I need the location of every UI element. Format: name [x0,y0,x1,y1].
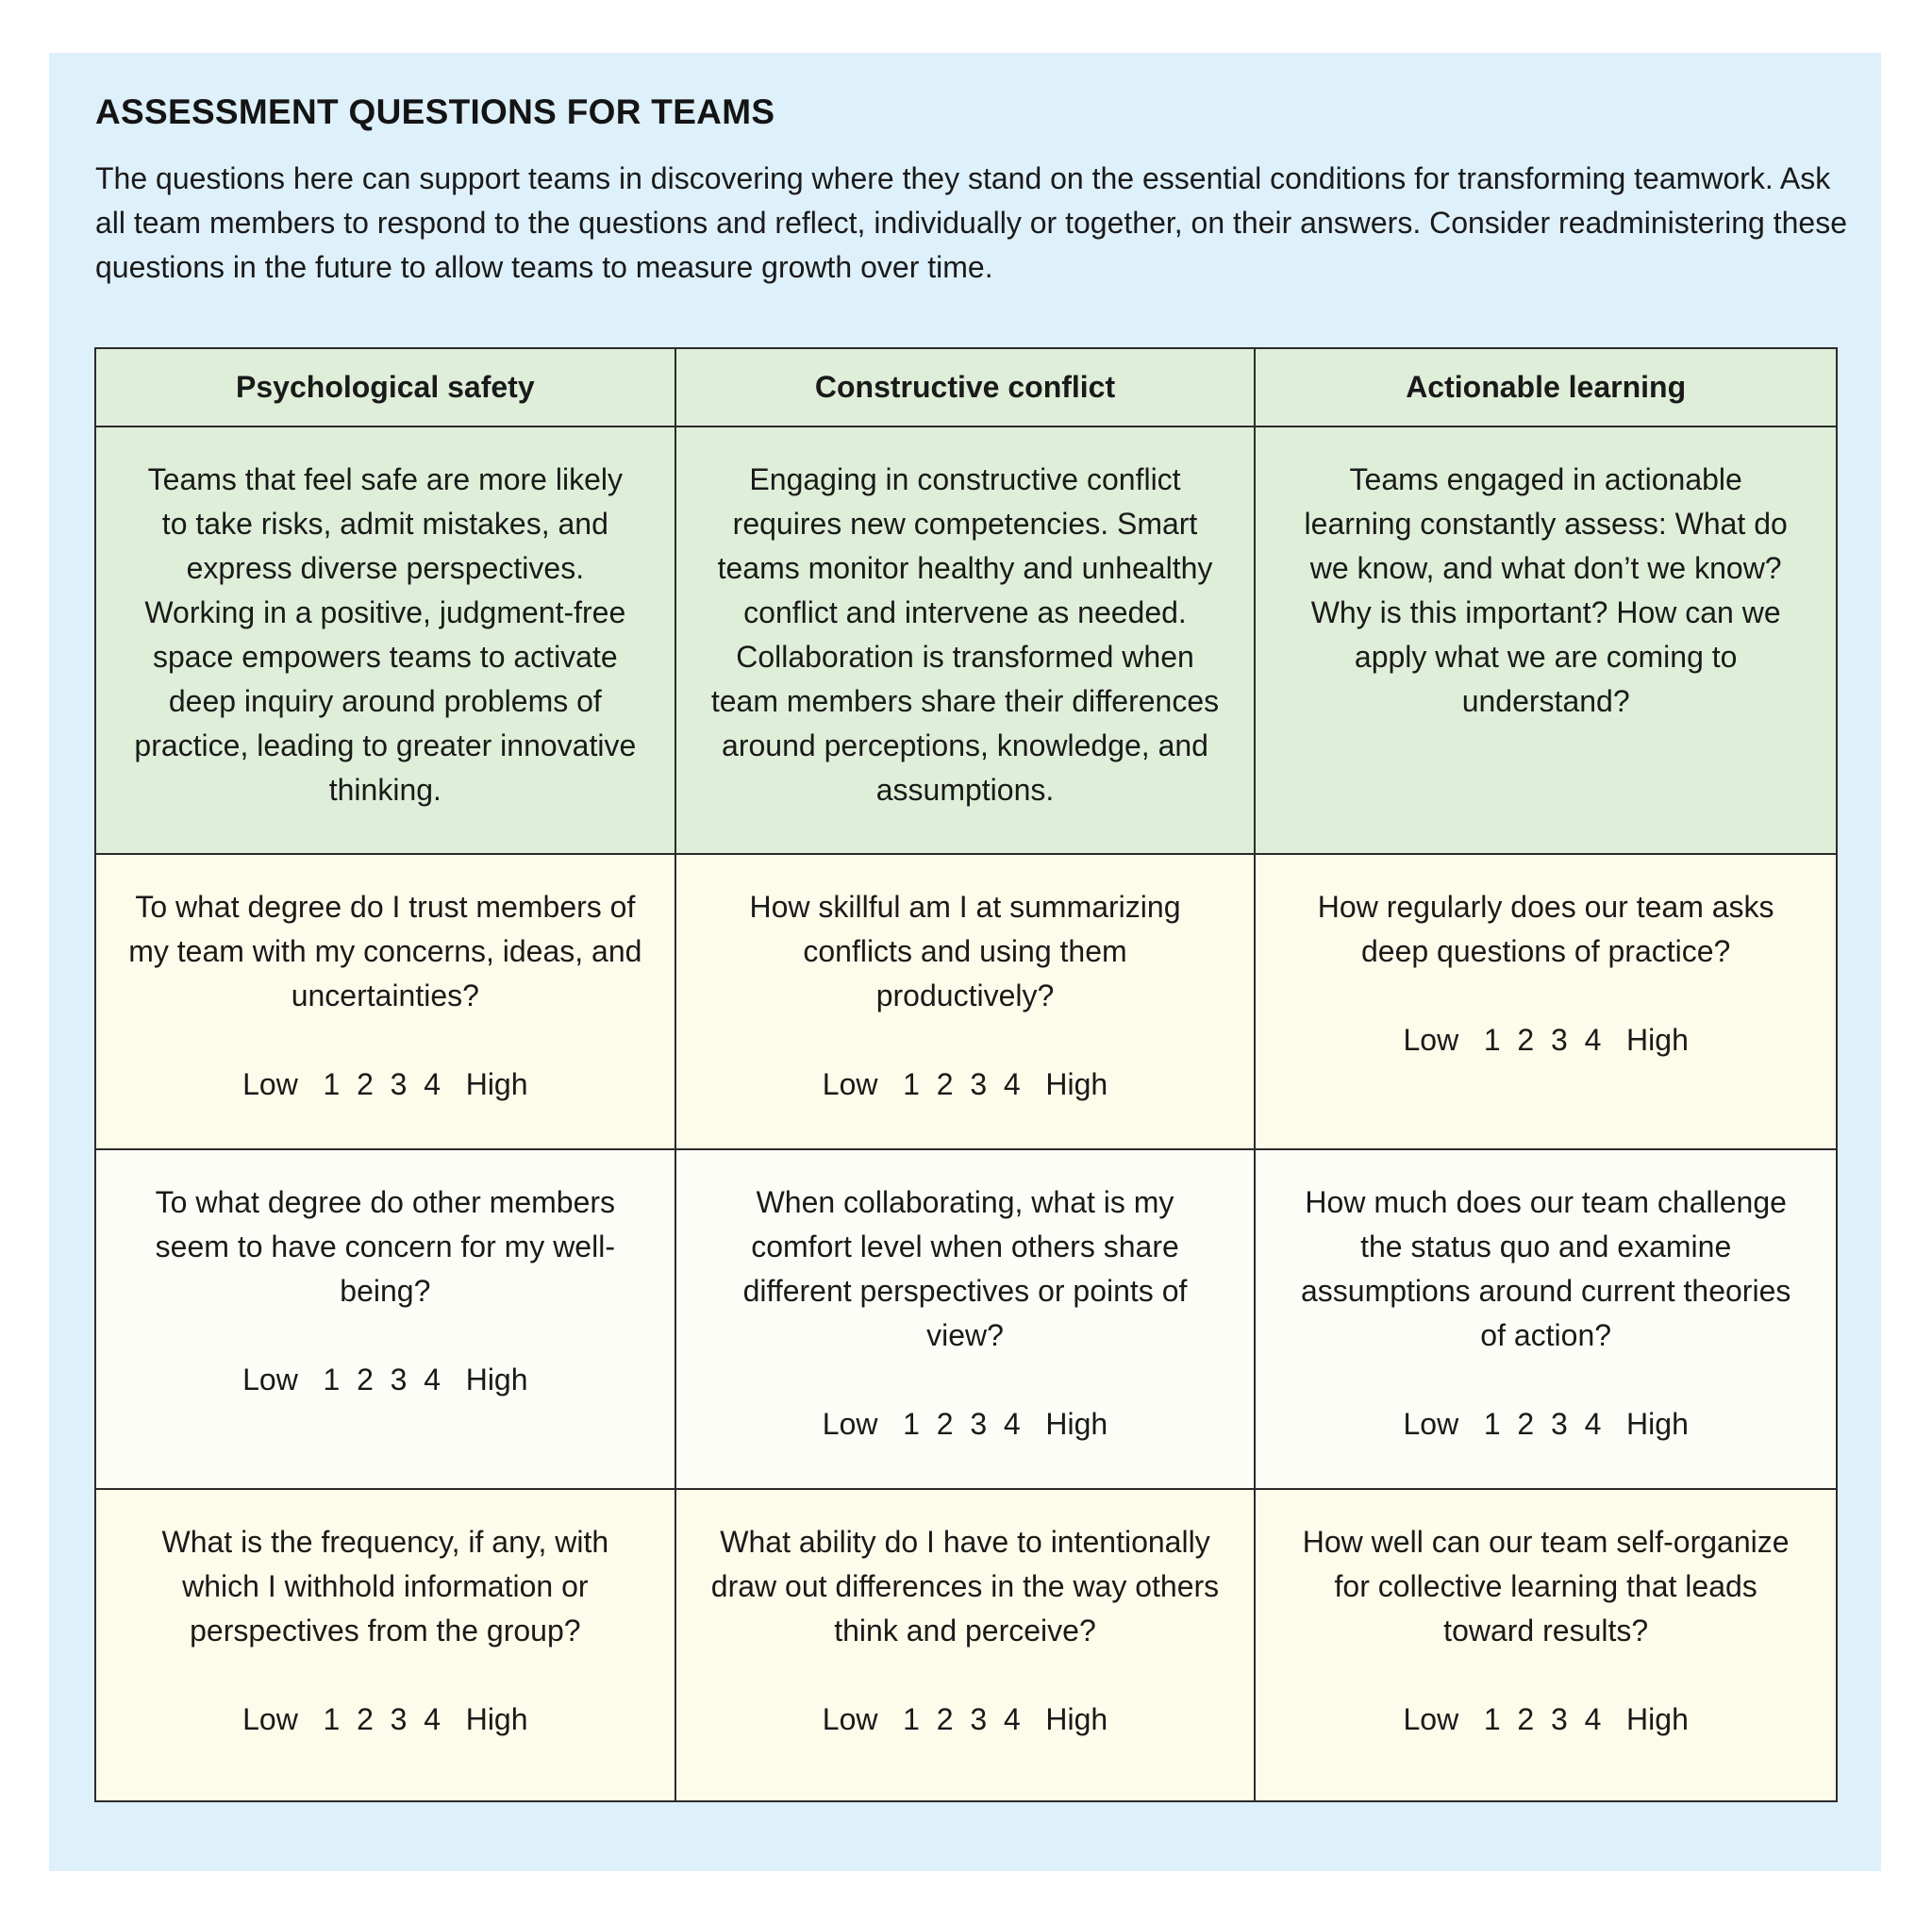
question-text: When collaborating, what is my comfort level when others share different perspectives or points of view? [742,1185,1188,1352]
rating-scale[interactable]: Low 1 2 3 4 High [242,1363,528,1397]
rating-scale[interactable]: Low 1 2 3 4 High [1403,1702,1689,1736]
description-text: Engaging in constructive conflict requires new competencies. Smart teams monitor healthy and unhealthy conflict and intervene as needed. Collaboration is transformed when team members share their differences around perceptions, knowledge, and assumptions. [710,462,1220,807]
question-text: How skillful am I at summarizing conflicts and using them productively? [749,890,1181,1012]
rating-scale[interactable]: Low 1 2 3 4 High [242,1702,528,1736]
question-cell [96,855,676,1150]
rating-scale[interactable]: Low 1 2 3 4 High [822,1407,1108,1441]
question-cell [96,1490,676,1800]
question-cell [676,1150,1257,1490]
description-actionable-learning [1256,427,1836,855]
rating-scale[interactable]: Low 1 2 3 4 High [242,1067,528,1101]
column-header-actionable-learning: Actionable learning [1256,349,1836,427]
rating-scale[interactable]: Low 1 2 3 4 High [822,1702,1108,1736]
intro-paragraph: The questions here can support teams in discovering where they stand on the essential conditions for transforming teamwork. Ask all team members to respond to the questions and reflect, individually or together, on their answers. Consider readministering these questions in the future to allow teams to measure growth over time. [95,161,1847,284]
question-text: What is the frequency, if any, with which I withhold information or perspectives from the group? [161,1525,609,1648]
question-cell [96,1150,676,1490]
description-constructive-conflict [676,427,1257,855]
column-header-constructive-conflict: Constructive conflict [676,349,1257,427]
question-text: What ability do I have to intentionally draw out differences in the way others think and perceive? [710,1525,1220,1648]
rating-scale[interactable]: Low 1 2 3 4 High [822,1067,1108,1101]
description-psychological-safety [96,427,676,855]
page-title: ASSESSMENT QUESTIONS FOR TEAMS [95,92,775,131]
assessment-table [94,347,1838,1802]
description-text: Teams that feel safe are more likely to take risks, admit mistakes, and express diverse perspectives. Working in a positive, judgment-free space empowers teams to activate deep inquiry around problems of practice, leading to greater innovative thinking. [134,462,637,807]
question-text: To what degree do other members seem to have concern for my well-being? [155,1185,616,1308]
question-cell [676,855,1257,1150]
description-text: Teams engaged in actionable learning constantly assess: What do we know, and what don’t we know? Why is this important? How can we apply what we are coming to understand? [1304,462,1788,718]
question-text: How well can our team self-organize for collective learning that leads toward results? [1302,1525,1790,1648]
rating-scale[interactable]: Low 1 2 3 4 High [1403,1407,1689,1441]
question-cell [1256,1490,1836,1800]
question-text: To what degree do I trust members of my team with my concerns, ideas, and uncertainties? [128,890,642,1012]
rating-scale[interactable]: Low 1 2 3 4 High [1403,1023,1689,1057]
question-text: How much does our team challenge the status quo and examine assumptions around current theories of action? [1300,1185,1791,1352]
question-cell [676,1490,1257,1800]
assessment-panel [49,53,1881,1871]
question-cell [1256,1150,1836,1490]
question-text: How regularly does our team asks deep questions of practice? [1317,890,1774,968]
column-header-psychological-safety: Psychological safety [96,349,676,427]
question-cell [1256,855,1836,1150]
